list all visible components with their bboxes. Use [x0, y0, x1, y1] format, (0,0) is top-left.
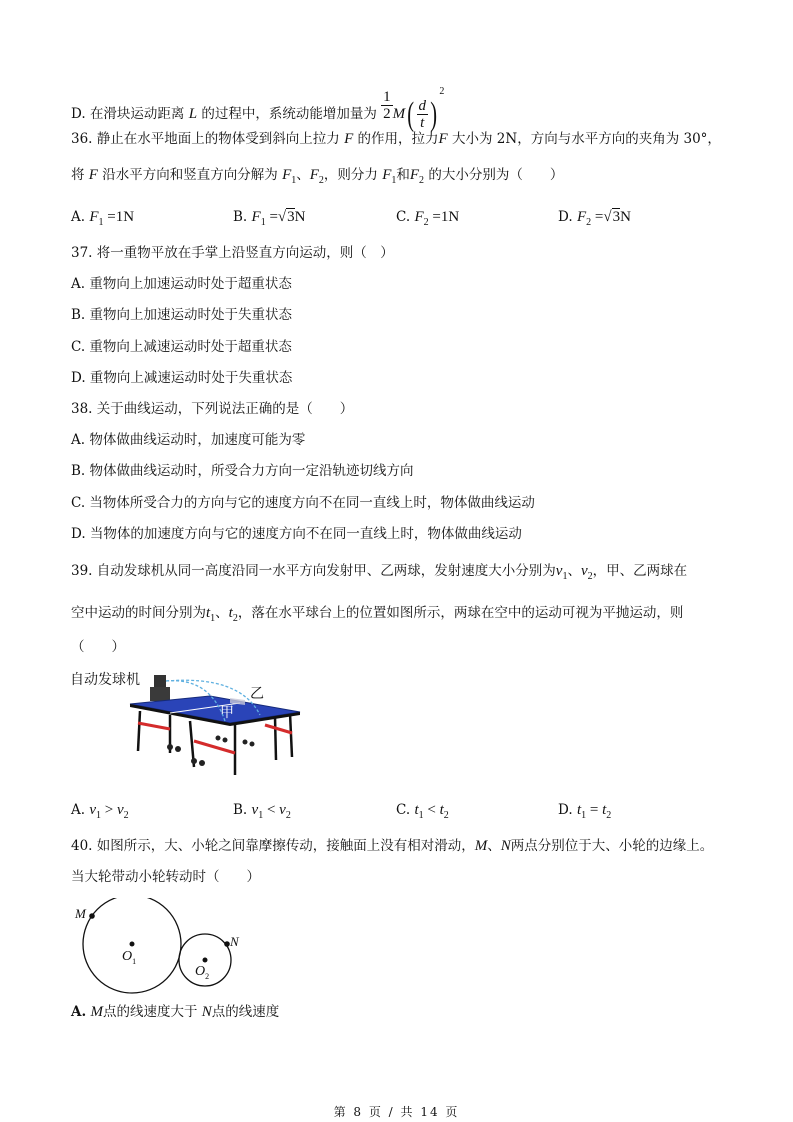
q39-option-d — [558, 800, 611, 826]
table-wheels — [167, 736, 255, 767]
option-label: A. — [71, 209, 86, 225]
subscript: 2 — [285, 810, 291, 821]
stem-text: 两点分别位于大、小轮的边缘上。 — [510, 838, 714, 854]
separator: 、 — [487, 838, 501, 854]
q35-option-d — [71, 82, 444, 131]
unit: N — [294, 209, 306, 225]
option-label: D. — [558, 802, 573, 818]
q36-option-b — [233, 207, 305, 233]
q36-stem-line1 — [71, 129, 721, 149]
math-var: F — [409, 167, 420, 183]
frac-den: 2 — [383, 106, 391, 122]
sqrt-value: 3 — [612, 209, 621, 225]
math-var: v — [89, 802, 97, 818]
label-n: N — [230, 934, 239, 949]
subscript: 2 — [606, 810, 612, 821]
q37-option-a: A. 重物向上加速运动时处于超重状态 — [71, 276, 292, 292]
math-var: M — [392, 106, 406, 122]
stem-text: 空中运动的时间分别为 — [71, 605, 206, 621]
subscript: 1 — [418, 810, 424, 821]
subscript: 2 — [586, 217, 592, 228]
separator: 、 — [567, 563, 581, 579]
math-var: F — [282, 167, 292, 183]
option-label: D. — [71, 106, 86, 122]
stem-text: ，甲、乙两球在 — [592, 563, 688, 579]
question-number: 36. — [71, 131, 93, 147]
operator: = — [586, 802, 603, 818]
subscript: 1 — [210, 613, 216, 624]
subscript: 1 — [391, 175, 397, 186]
equation: = — [591, 209, 604, 225]
ball-yi-label: 乙 — [250, 686, 264, 702]
option-label: C. — [396, 209, 411, 225]
stem-text: 静止在水平地面上的物体受到斜向上拉力 — [96, 131, 340, 147]
math-var: v — [116, 802, 124, 818]
q38-stem: 38. 关于曲线运动，下列说法正确的是（ ） — [71, 401, 354, 417]
stem-text: ，则分力 — [323, 167, 378, 183]
q38-option-d: D. 当物体的加速度方向与它的速度方向不在同一直线上时，物体做曲线运动 — [71, 526, 522, 542]
q37-stem: 37. 将一重物平放在手掌上沿竖直方向运动，则（ ） — [71, 245, 394, 261]
q39-stem-line1 — [71, 561, 687, 587]
machine-label: 自动发球机 — [70, 672, 140, 688]
separator: 、 — [215, 605, 229, 621]
math-var: L — [188, 106, 198, 122]
label-o2 — [195, 963, 209, 981]
stem-text: 沿水平方向和竖直方向分解为 — [102, 167, 278, 183]
q36-option-d — [558, 207, 631, 233]
equation: =1N — [103, 209, 135, 225]
subscript: 2 — [205, 972, 210, 981]
q39-option-b — [233, 800, 291, 826]
q40-option-a — [71, 1002, 279, 1022]
equation: = — [265, 209, 278, 225]
label-o: O — [122, 949, 133, 964]
subscript: 2 — [587, 571, 593, 582]
math-var: F — [576, 209, 587, 225]
stem-text: 39. 自动发球机从同一高度沿同一水平方向发射甲、乙两球，发射速度大小分别为 — [71, 563, 556, 579]
center-o1 — [130, 942, 135, 947]
page-footer: 第 8 页 / 共 14 页 — [333, 1105, 460, 1119]
ping-pong-table-figure — [70, 665, 310, 785]
table-illustration — [70, 665, 310, 785]
math-var: t — [228, 605, 233, 621]
point-m — [89, 913, 95, 919]
subscript: 2 — [123, 810, 129, 821]
math-var: F — [344, 131, 354, 147]
subscript: 1 — [291, 175, 297, 186]
q36-stem-line2 — [71, 165, 563, 191]
math-var: v — [580, 563, 588, 579]
label-m: M — [75, 906, 86, 921]
q39-stem-line2 — [71, 603, 683, 629]
subscript: 2 — [423, 217, 429, 228]
subscript: 2 — [419, 175, 425, 186]
subscript: 1 — [98, 217, 104, 228]
machine-body — [150, 687, 170, 701]
stem-text: 的作用，拉力 — [357, 131, 439, 147]
unit: N — [620, 209, 631, 225]
subscript: 2 — [443, 810, 449, 821]
math-var: F — [382, 167, 392, 183]
label-o1 — [122, 948, 136, 966]
subscript: 1 — [562, 571, 568, 582]
stem-text: 的大小分别为（ ） — [428, 167, 564, 183]
frac-num: 1 — [383, 89, 391, 105]
math-var: v — [251, 802, 259, 818]
friction-wheels-figure — [70, 898, 260, 998]
math-var: N — [201, 1004, 212, 1020]
separator: 、 — [296, 167, 310, 183]
sqrt-value: 3 — [287, 209, 295, 225]
option-text: 点的线速度大于 — [102, 1004, 198, 1020]
q38-option-b: B. 物体做曲线运动时，所受合力方向一定沿轨迹切线方向 — [71, 463, 414, 479]
math-var: N — [500, 838, 511, 854]
subscript: 1 — [258, 810, 264, 821]
math-var: F — [414, 209, 424, 225]
option-text: 点的线速度 — [211, 1004, 280, 1020]
point-n — [224, 941, 230, 947]
stem-text: 和 — [396, 167, 410, 183]
q37-option-d: D. 重物向上减速运动时处于失重状态 — [71, 370, 293, 386]
operator: > — [101, 802, 117, 818]
option-label: B. — [233, 802, 248, 818]
subscript: 2 — [318, 175, 324, 186]
math-var: M — [90, 1004, 103, 1020]
math-var: t — [602, 802, 607, 818]
exponent: 2 — [439, 86, 445, 97]
option-label: D. — [558, 209, 573, 225]
sqrt-symbol: √ — [277, 209, 287, 225]
ball-jia-label: 甲 — [220, 705, 234, 721]
q37-option-b: B. 重物向上加速运动时处于失重状态 — [71, 307, 293, 323]
math-var: M — [474, 838, 488, 854]
q40-stem-line2: 当大轮带动小轮转动时（ ） — [71, 869, 260, 885]
option-label: A. — [71, 802, 86, 818]
center-o2 — [203, 958, 208, 963]
math-var: F — [438, 131, 448, 147]
subscript: 1 — [260, 217, 266, 228]
option-label: B. — [233, 209, 248, 225]
q36-option-a — [71, 207, 134, 233]
math-var: F — [251, 209, 261, 225]
q38-option-a: A. 物体做曲线运动时，加速度可能为零 — [71, 432, 306, 448]
equation: =1N — [428, 209, 460, 225]
option-text: 的过程中，系统动能增加量为 — [201, 106, 377, 122]
subscript: 1 — [132, 957, 137, 966]
q37-option-c: C. 重物向上减速运动时处于超重状态 — [71, 339, 292, 355]
math-var: t — [206, 605, 211, 621]
stem-text: 大小为 2N，方向与水平方向的夹角为 30°， — [452, 131, 721, 147]
sqrt-symbol: √ — [603, 209, 612, 225]
machine-head — [154, 675, 166, 687]
option-label: C. — [396, 802, 411, 818]
math-var: t — [439, 802, 444, 818]
math-var: v — [555, 563, 563, 579]
math-var: F — [88, 167, 98, 183]
subscript: 1 — [581, 810, 587, 821]
stem-text: ，落在水平球台上的位置如图所示，两球在空中的运动可视为平抛运动，则 — [237, 605, 684, 621]
math-var: v — [279, 802, 286, 818]
subscript: 1 — [96, 810, 102, 821]
stem-text: 40. 如图所示，大、小轮之间靠摩擦传动，接触面上没有相对滑动， — [71, 838, 475, 854]
operator: < — [263, 802, 280, 818]
q39-stem-line3: （ ） — [71, 639, 125, 655]
math-var: t — [414, 802, 419, 818]
table-braces — [138, 723, 292, 753]
fraction-d-over-t — [417, 98, 429, 131]
q36-option-c — [396, 207, 459, 233]
right-paren: ) — [430, 95, 438, 133]
option-label: A. — [71, 1004, 87, 1020]
operator: < — [423, 802, 440, 818]
math-var: t — [576, 802, 582, 818]
q39-option-c — [396, 800, 449, 826]
math-var: F — [309, 167, 319, 183]
option-text: 在滑块运动距离 — [89, 106, 185, 122]
q39-option-a — [71, 800, 129, 826]
q40-stem-line1 — [71, 836, 713, 856]
fraction-half — [381, 89, 393, 122]
label-o: O — [195, 964, 206, 979]
frac-num: d — [418, 98, 426, 114]
frac-den: t — [420, 115, 425, 131]
subscript: 2 — [232, 613, 238, 624]
q38-option-c: C. 当物体所受合力的方向与它的速度方向不在同一直线上时，物体做曲线运动 — [71, 495, 535, 511]
math-var: F — [89, 209, 99, 225]
left-paren: ( — [407, 95, 415, 133]
stem-text: 将 — [71, 167, 85, 183]
